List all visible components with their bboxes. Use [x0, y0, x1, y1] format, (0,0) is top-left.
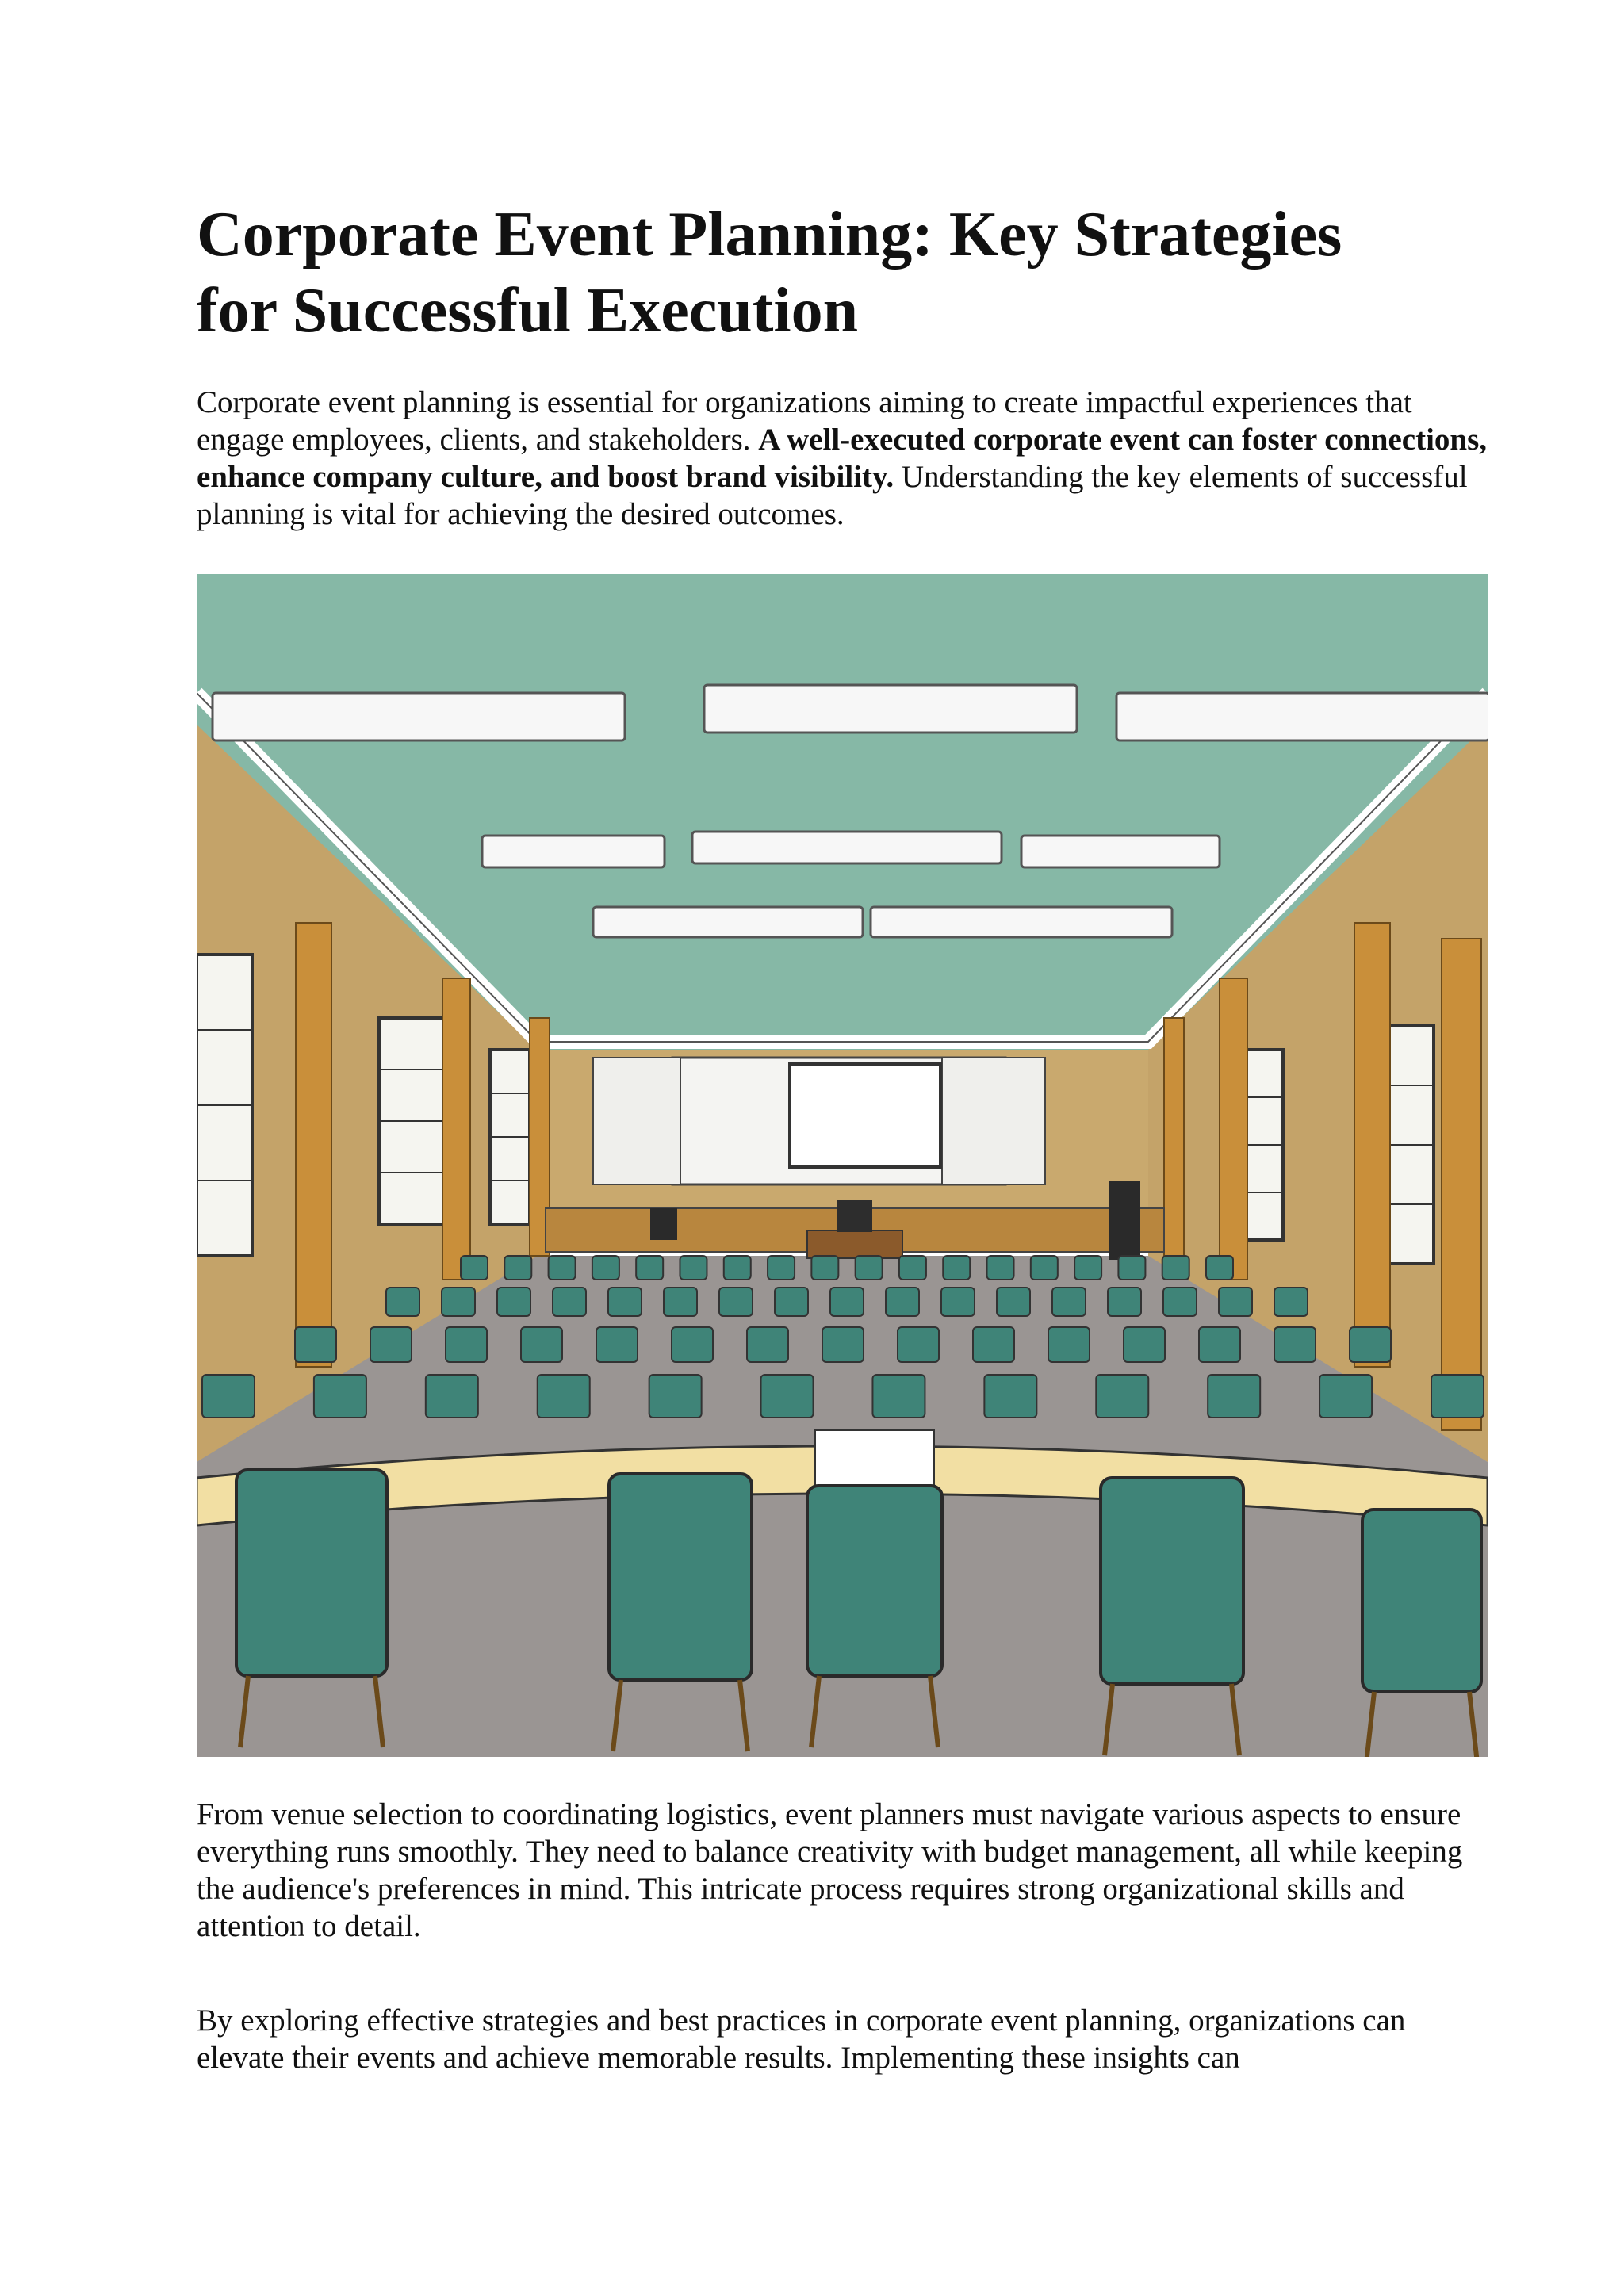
audience-chair — [636, 1256, 663, 1280]
intro-paragraph — [197, 384, 1497, 533]
intro-text-before: Corporate event planning is essential for organizations aiming to create impactful experiences that engage employees, clients, and stakeholders. — [197, 385, 1412, 457]
audience-chair — [592, 1256, 619, 1280]
article-title-line-2: for Successful Execution — [197, 276, 859, 346]
light-fixture — [1021, 836, 1220, 867]
audience-chair — [1219, 1288, 1252, 1316]
audience-chair — [898, 1327, 939, 1362]
audience-chair — [446, 1327, 487, 1362]
audience-chair — [680, 1256, 707, 1280]
curtain — [1220, 978, 1247, 1280]
audience-chair — [553, 1288, 586, 1316]
audience-chair — [442, 1288, 475, 1316]
audience-chair — [386, 1288, 419, 1316]
light-fixture — [213, 693, 625, 740]
left-screen-panel — [593, 1058, 680, 1184]
speaker-right — [1109, 1181, 1140, 1260]
light-fixture — [593, 907, 863, 937]
audience-chair — [1431, 1375, 1484, 1418]
audience-chair — [987, 1256, 1014, 1280]
audience-chair — [549, 1256, 576, 1280]
audience-chair — [747, 1327, 788, 1362]
audience-chair — [941, 1288, 975, 1316]
audience-chair — [461, 1256, 488, 1280]
front-chair — [807, 1486, 942, 1676]
audience-chair — [761, 1375, 814, 1418]
table-box — [815, 1430, 934, 1486]
speaker-left — [650, 1208, 677, 1240]
audience-chair — [872, 1375, 925, 1418]
body-paragraph-3: By exploring effective strategies and best practices in corporate event planning, organizations can elevate their events and achieve memorable results. Implementing these insights can — [197, 2003, 1406, 2075]
audience-chair — [1206, 1256, 1233, 1280]
audience-chair — [1074, 1256, 1101, 1280]
curtain — [296, 923, 331, 1367]
article-title — [197, 197, 1465, 349]
audience-chair — [1320, 1375, 1372, 1418]
audience-chair — [538, 1375, 590, 1418]
light-fixture — [482, 836, 665, 867]
audience-chair — [1350, 1327, 1391, 1362]
front-chair — [236, 1470, 387, 1676]
intro-text-after: Understanding the key elements of successful planning is vital for achieving the desired outcomes. — [197, 460, 1468, 531]
audience-chair — [672, 1327, 713, 1362]
audience-chair — [664, 1288, 697, 1316]
body-paragraph-2: From venue selection to coordinating logistics, event planners must navigate various aspects to ensure everything runs smoothly. They need to balance creativity with budget management, all while keeping the audience's preferences in mind. This intricate process requires strong organizational skills and attention to detail. — [197, 1797, 1463, 1943]
light-fixture — [871, 907, 1172, 937]
front-chair — [1362, 1510, 1481, 1692]
audience-chair — [202, 1375, 255, 1418]
curtain — [1442, 939, 1481, 1430]
audience-chair — [1162, 1256, 1189, 1280]
front-chair — [609, 1474, 752, 1680]
intro-bold-text: A well-executed corporate event can foster connections, enhance company culture, and boost brand visibility. — [197, 423, 1488, 494]
audience-chair — [370, 1327, 412, 1362]
conference-room-illustration — [197, 574, 1488, 1757]
podium — [807, 1230, 902, 1258]
audience-chair — [973, 1327, 1014, 1362]
light-fixture — [1116, 693, 1488, 740]
curtain — [442, 978, 470, 1280]
audience-chair — [596, 1327, 638, 1362]
audience-chair — [1108, 1288, 1141, 1316]
audience-chair — [1274, 1288, 1308, 1316]
light-fixture — [692, 832, 1002, 863]
audience-chair — [856, 1256, 883, 1280]
audience-chair — [295, 1327, 336, 1362]
front-chair — [1101, 1478, 1243, 1684]
audience-chair — [1052, 1288, 1086, 1316]
projection-screen — [790, 1064, 940, 1167]
audience-chair — [768, 1256, 795, 1280]
audience-chair — [719, 1288, 753, 1316]
audience-chair — [608, 1288, 642, 1316]
curtain — [1354, 923, 1390, 1367]
audience-chair — [886, 1288, 919, 1316]
audience-chair — [775, 1288, 808, 1316]
audience-chair — [1118, 1256, 1145, 1280]
light-fixture — [704, 685, 1077, 733]
article-title-line-1: Corporate Event Planning: Key Strategies — [197, 200, 1342, 270]
audience-chair — [504, 1256, 531, 1280]
audience-chair — [830, 1288, 864, 1316]
audience-chair — [822, 1327, 864, 1362]
audience-chair — [984, 1375, 1036, 1418]
audience-chair — [1163, 1288, 1197, 1316]
audience-chair — [1031, 1256, 1058, 1280]
audience-chair — [724, 1256, 751, 1280]
audience-chair — [997, 1288, 1030, 1316]
podium-stand — [837, 1200, 872, 1232]
audience-chair — [943, 1256, 970, 1280]
audience-chair — [1208, 1375, 1260, 1418]
audience-chair — [811, 1256, 838, 1280]
audience-chair — [521, 1327, 562, 1362]
curtain — [1164, 1018, 1184, 1256]
audience-chair — [1048, 1327, 1090, 1362]
right-screen-panel — [942, 1058, 1045, 1184]
audience-chair — [1199, 1327, 1240, 1362]
audience-chair — [1096, 1375, 1148, 1418]
audience-chair — [649, 1375, 702, 1418]
audience-chair — [899, 1256, 926, 1280]
audience-chair — [426, 1375, 478, 1418]
audience-chair — [497, 1288, 530, 1316]
audience-chair — [1124, 1327, 1165, 1362]
conference-room-drawing — [197, 574, 1488, 1757]
audience-chair — [314, 1375, 366, 1418]
audience-chair — [1274, 1327, 1316, 1362]
